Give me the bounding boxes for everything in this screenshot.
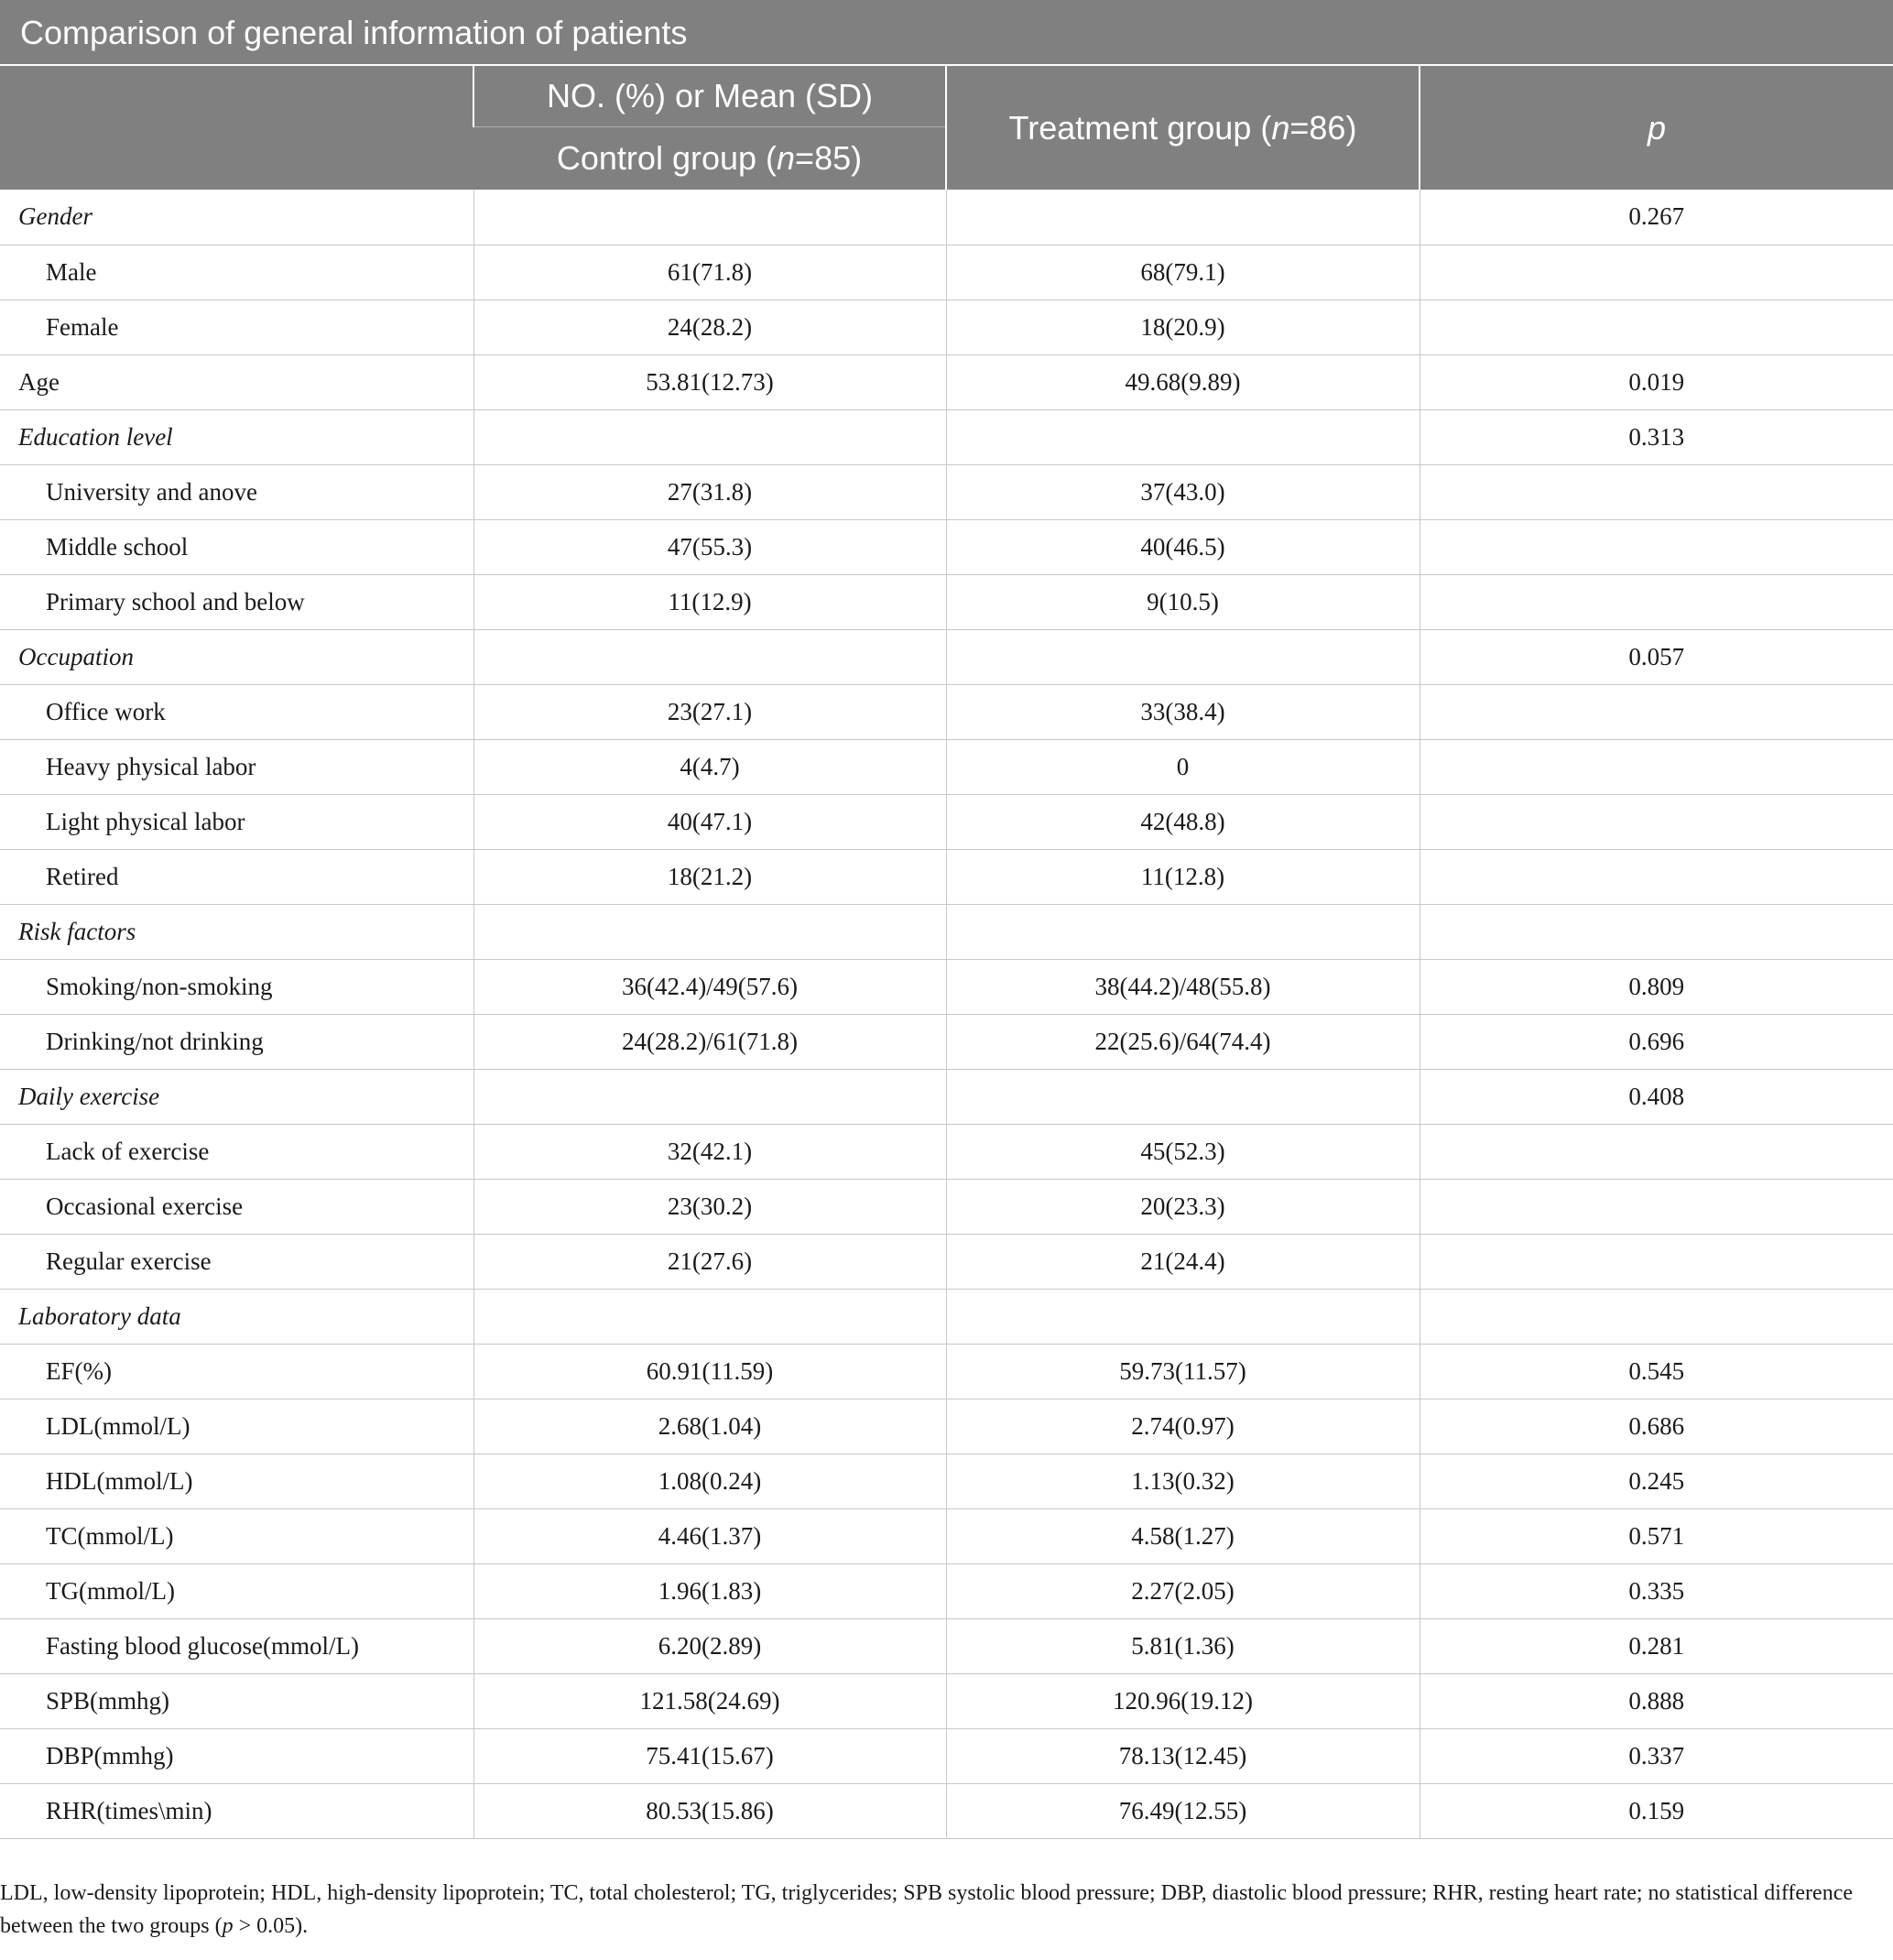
p-value: 0.057 — [1420, 629, 1893, 684]
footnote-text-end: > 0.05). — [233, 1914, 309, 1938]
header-treatment-value: =86) — [1289, 108, 1357, 147]
row-label: RHR(times\min) — [0, 1783, 473, 1838]
row-label: Male — [0, 245, 473, 299]
control-value — [473, 629, 946, 684]
p-value: 0.267 — [1420, 190, 1893, 245]
header-variable-cell — [0, 66, 473, 190]
treatment-value — [946, 1069, 1420, 1124]
control-value: 4.46(1.37) — [473, 1508, 946, 1563]
treatment-value: 78.13(12.45) — [946, 1728, 1420, 1783]
p-value — [1420, 739, 1893, 794]
row-label: Retired — [0, 849, 473, 904]
header-control-value: =85) — [795, 139, 863, 177]
table-row — [0, 959, 1893, 1014]
treatment-value: 42(48.8) — [946, 794, 1420, 849]
table-row — [0, 245, 1893, 299]
table-row — [0, 1618, 1893, 1673]
table-row — [0, 1289, 1893, 1344]
row-label: Regular exercise — [0, 1234, 473, 1289]
treatment-value: 1.13(0.32) — [946, 1454, 1420, 1508]
row-label: TG(mmol/L) — [0, 1563, 473, 1618]
table-row — [0, 354, 1893, 409]
treatment-value — [946, 1289, 1420, 1344]
treatment-value: 4.58(1.27) — [946, 1508, 1420, 1563]
control-value — [473, 904, 946, 959]
table-row — [0, 299, 1893, 354]
p-value — [1420, 1179, 1893, 1234]
header-treatment-label: Treatment group ( — [1008, 108, 1272, 147]
row-label: LDL(mmol/L) — [0, 1399, 473, 1454]
table-footnote — [0, 1877, 1893, 1943]
p-value — [1420, 519, 1893, 574]
row-label: SPB(mmhg) — [0, 1673, 473, 1728]
treatment-value: 45(52.3) — [946, 1124, 1420, 1179]
table-row — [0, 1454, 1893, 1508]
header-p-label: p — [1647, 108, 1667, 147]
table-row — [0, 684, 1893, 739]
treatment-value: 2.74(0.97) — [946, 1399, 1420, 1454]
treatment-value: 49.68(9.89) — [946, 354, 1420, 409]
treatment-value — [946, 409, 1420, 464]
p-value: 0.245 — [1420, 1454, 1893, 1508]
table-row — [0, 1344, 1893, 1399]
p-value: 0.686 — [1420, 1399, 1893, 1454]
row-label: University and anove — [0, 464, 473, 519]
control-value: 1.96(1.83) — [473, 1563, 946, 1618]
treatment-value — [946, 629, 1420, 684]
table-row — [0, 409, 1893, 464]
control-value: 18(21.2) — [473, 849, 946, 904]
control-value: 23(27.1) — [473, 684, 946, 739]
table-row — [0, 1399, 1893, 1454]
control-value — [473, 1069, 946, 1124]
table-title: Comparison of general information of patients — [0, 0, 1893, 66]
row-label: Laboratory data — [0, 1289, 473, 1344]
control-value: 121.58(24.69) — [473, 1673, 946, 1728]
treatment-value: 18(20.9) — [946, 299, 1420, 354]
p-value: 0.571 — [1420, 1508, 1893, 1563]
control-value: 36(42.4)/49(57.6) — [473, 959, 946, 1014]
table-row — [0, 1179, 1893, 1234]
treatment-value: 0 — [946, 739, 1420, 794]
table-row — [0, 574, 1893, 629]
table-row — [0, 629, 1893, 684]
treatment-value: 5.81(1.36) — [946, 1618, 1420, 1673]
p-value — [1420, 464, 1893, 519]
table-row — [0, 739, 1893, 794]
table-row — [0, 1563, 1893, 1618]
control-value: 40(47.1) — [473, 794, 946, 849]
table-row — [0, 904, 1893, 959]
p-value — [1420, 904, 1893, 959]
header-stat-label: NO. (%) or Mean (SD) — [473, 66, 946, 127]
p-value: 0.313 — [1420, 409, 1893, 464]
footnote-p-symbol: p — [222, 1914, 234, 1938]
p-value: 0.335 — [1420, 1563, 1893, 1618]
p-value: 0.281 — [1420, 1618, 1893, 1673]
control-value: 6.20(2.89) — [473, 1618, 946, 1673]
row-label: Light physical labor — [0, 794, 473, 849]
treatment-value: 37(43.0) — [946, 464, 1420, 519]
p-value — [1420, 1124, 1893, 1179]
control-value: 75.41(15.67) — [473, 1728, 946, 1783]
control-value: 32(42.1) — [473, 1124, 946, 1179]
row-label: Gender — [18, 202, 92, 231]
control-value: 61(71.8) — [473, 245, 946, 299]
table-row — [0, 1014, 1893, 1069]
table-row — [0, 794, 1893, 849]
treatment-value: 11(12.8) — [946, 849, 1420, 904]
row-label: Occasional exercise — [0, 1179, 473, 1234]
control-value: 27(31.8) — [473, 464, 946, 519]
control-value: 2.68(1.04) — [473, 1399, 946, 1454]
table-row — [0, 1234, 1893, 1289]
table-row — [0, 519, 1893, 574]
header-control-n: n — [777, 139, 796, 177]
row-label: Female — [0, 299, 473, 354]
table-body — [0, 190, 1893, 1838]
control-value: 53.81(12.73) — [473, 354, 946, 409]
p-value: 0.545 — [1420, 1344, 1893, 1399]
row-label: Fasting blood glucose(mmol/L) — [0, 1618, 473, 1673]
treatment-value: 21(24.4) — [946, 1234, 1420, 1289]
row-label: Drinking/not drinking — [0, 1014, 473, 1069]
treatment-value: 59.73(11.57) — [946, 1344, 1420, 1399]
row-label: Occupation — [0, 629, 473, 684]
p-value — [1420, 684, 1893, 739]
control-value: 1.08(0.24) — [473, 1454, 946, 1508]
treatment-value: 120.96(19.12) — [946, 1673, 1420, 1728]
p-value: 0.696 — [1420, 1014, 1893, 1069]
p-value: 0.408 — [1420, 1069, 1893, 1124]
control-value: 24(28.2)/61(71.8) — [473, 1014, 946, 1069]
row-label: Primary school and below — [0, 574, 473, 629]
treatment-value — [946, 904, 1420, 959]
header-p-value — [1420, 66, 1893, 190]
treatment-value: 33(38.4) — [946, 684, 1420, 739]
row-label: Middle school — [0, 519, 473, 574]
control-value: 21(27.6) — [473, 1234, 946, 1289]
table-row — [0, 1508, 1893, 1563]
row-label: Office work — [0, 684, 473, 739]
table-row — [0, 1783, 1893, 1838]
treatment-value: 38(44.2)/48(55.8) — [946, 959, 1420, 1014]
header-treatment-group — [946, 66, 1420, 190]
row-label: HDL(mmol/L) — [0, 1454, 473, 1508]
control-value — [473, 190, 946, 245]
control-value — [473, 409, 946, 464]
p-value — [1420, 849, 1893, 904]
table-row — [0, 1728, 1893, 1783]
treatment-value: 76.49(12.55) — [946, 1783, 1420, 1838]
treatment-value: 40(46.5) — [946, 519, 1420, 574]
p-value — [1420, 245, 1893, 299]
table-row — [0, 1069, 1893, 1124]
control-value: 80.53(15.86) — [473, 1783, 946, 1838]
header-control-label: Control group ( — [556, 139, 778, 177]
row-label: Risk factors — [0, 904, 473, 959]
table-row — [0, 190, 1893, 245]
table-header — [0, 66, 1893, 190]
p-value — [1420, 1289, 1893, 1344]
control-value: 47(55.3) — [473, 519, 946, 574]
p-value: 0.019 — [1420, 354, 1893, 409]
table-row — [0, 849, 1893, 904]
row-label: Smoking/non-smoking — [0, 959, 473, 1014]
row-label: Age — [0, 354, 473, 409]
row-label: Lack of exercise — [0, 1124, 473, 1179]
row-label: TC(mmol/L) — [0, 1508, 473, 1563]
control-value: 24(28.2) — [473, 299, 946, 354]
header-control-group — [473, 127, 946, 191]
p-value — [1420, 1234, 1893, 1289]
row-label: DBP(mmhg) — [0, 1728, 473, 1783]
treatment-value: 2.27(2.05) — [946, 1563, 1420, 1618]
p-value: 0.888 — [1420, 1673, 1893, 1728]
p-value: 0.809 — [1420, 959, 1893, 1014]
treatment-value: 68(79.1) — [946, 245, 1420, 299]
row-label: Daily exercise — [0, 1069, 473, 1124]
control-value: 4(4.7) — [473, 739, 946, 794]
control-value: 23(30.2) — [473, 1179, 946, 1234]
treatment-value: 20(23.3) — [946, 1179, 1420, 1234]
treatment-value — [946, 190, 1420, 245]
p-value — [1420, 574, 1893, 629]
p-value — [1420, 299, 1893, 354]
patient-info-table — [0, 66, 1893, 1839]
row-label: Heavy physical labor — [0, 739, 473, 794]
header-treatment-n: n — [1271, 108, 1290, 147]
control-value: 11(12.9) — [473, 574, 946, 629]
row-label: EF(%) — [0, 1344, 473, 1399]
p-value: 0.159 — [1420, 1783, 1893, 1838]
table-row — [0, 464, 1893, 519]
p-value: 0.337 — [1420, 1728, 1893, 1783]
table-row — [0, 1124, 1893, 1179]
row-label: Education level — [0, 409, 473, 464]
footnote-text: LDL, low-density lipoprotein; HDL, high-density lipoprotein; TC, total cholesterol; TG, triglycerides; SPB systolic blood pressure; DBP, diastolic blood pressure; RHR, resting heart rate; no statistical difference between the two groups ( — [0, 1881, 1854, 1938]
control-value — [473, 1289, 946, 1344]
table-row — [0, 1673, 1893, 1728]
treatment-value: 22(25.6)/64(74.4) — [946, 1014, 1420, 1069]
treatment-value: 9(10.5) — [946, 574, 1420, 629]
p-value — [1420, 794, 1893, 849]
control-value: 60.91(11.59) — [473, 1344, 946, 1399]
